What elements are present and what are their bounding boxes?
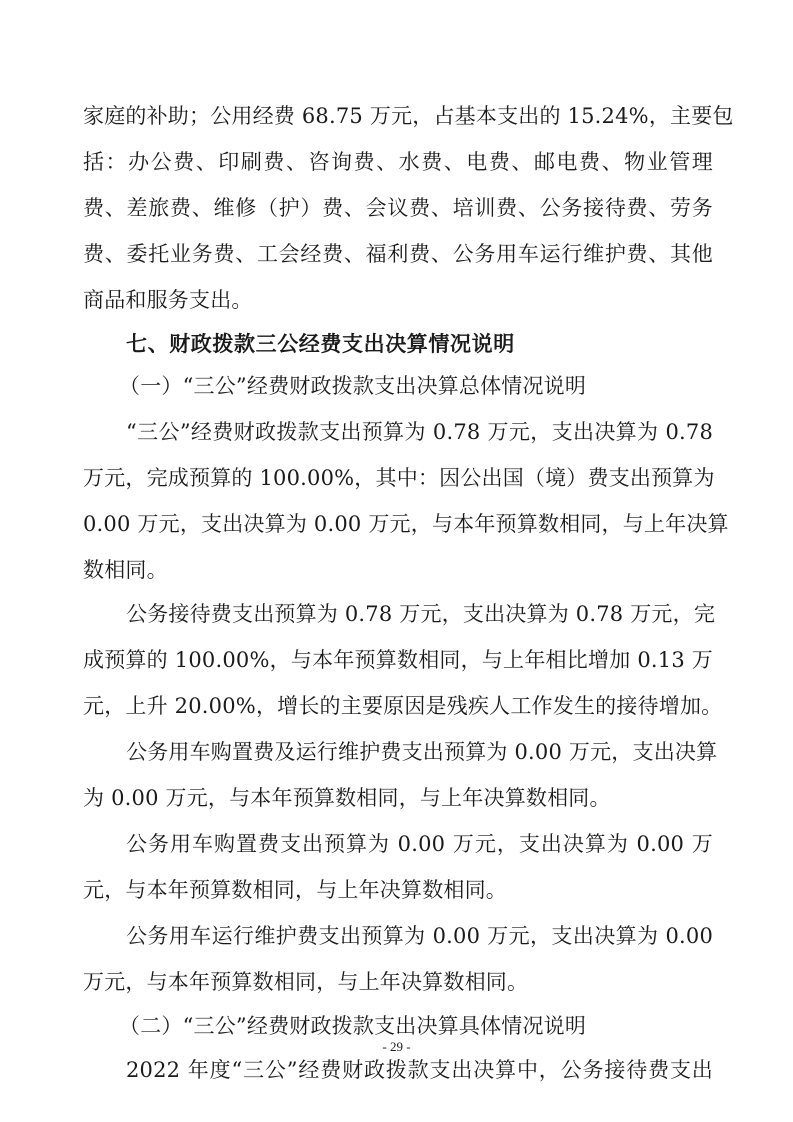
paragraph-line-19: 公务用车运行维护费支出预算为 0.00 万元，支出决算为 0.00 [126,924,713,948]
subsection-heading-one: （一）“三公”经费财政拨款支出决算总体情况说明 [119,374,587,398]
section-heading-seven: 七、财政拨款三公经费支出决算情况说明 [126,332,515,356]
page-number: - 29 - [382,1039,411,1054]
paragraph-line-12: 公务接待费支出预算为 0.78 万元，支出决算为 0.78 万元，完 [126,602,716,626]
paragraph-line-11: 数相同。 [83,558,168,582]
paragraph-line-3: 费、差旅费、维修（护）费、会议费、培训费、公务接待费、劳务 [83,196,713,220]
paragraph-line-20: 万元，与本年预算数相同，与上年决算数相同。 [83,970,529,994]
paragraph-line-13: 成预算的 100.00%，与本年预算数相同，与上年相比增加 0.13 万 [83,648,713,672]
paragraph-line-1: 家庭的补助；公用经费 68.75 万元，占基本支出的 15.24%，主要包 [83,104,734,128]
paragraph-line-10: 0.00 万元，支出决算为 0.00 万元，与本年预算数相同，与上年决算 [83,512,729,536]
paragraph-line-16: 为 0.00 万元，与本年预算数相同，与上年决算数相同。 [83,786,611,810]
paragraph-line-15: 公务用车购置费及运行维护费支出预算为 0.00 万元，支出决算 [126,740,718,764]
paragraph-line-9: 万元，完成预算的 100.00%，其中：因公出国（境）费支出预算为 [83,466,715,490]
subsection-heading-two: （二）“三公”经费财政拨款支出决算具体情况说明 [119,1014,587,1038]
paragraph-line-4: 费、委托业务费、工会经费、福利费、公务用车运行维护费、其他 [83,242,713,266]
paragraph-line-14: 元，上升 20.00%，增长的主要原因是残疾人工作发生的接待增加。 [83,694,723,718]
paragraph-line-8: “三公”经费财政拨款支出预算为 0.78 万元，支出决算为 0.78 [126,420,713,444]
paragraph-line-2: 括：办公费、印刷费、咨询费、水费、电费、邮电费、物业管理 [83,150,713,174]
paragraph-line-18: 元，与本年预算数相同，与上年决算数相同。 [83,878,507,902]
paragraph-line-17: 公务用车购置费支出预算为 0.00 万元，支出决算为 0.00 万 [126,832,713,856]
paragraph-line-22: 2022 年度“三公”经费财政拨款支出决算中，公务接待费支出 [126,1058,713,1082]
paragraph-line-5: 商品和服务支出。 [83,288,253,312]
